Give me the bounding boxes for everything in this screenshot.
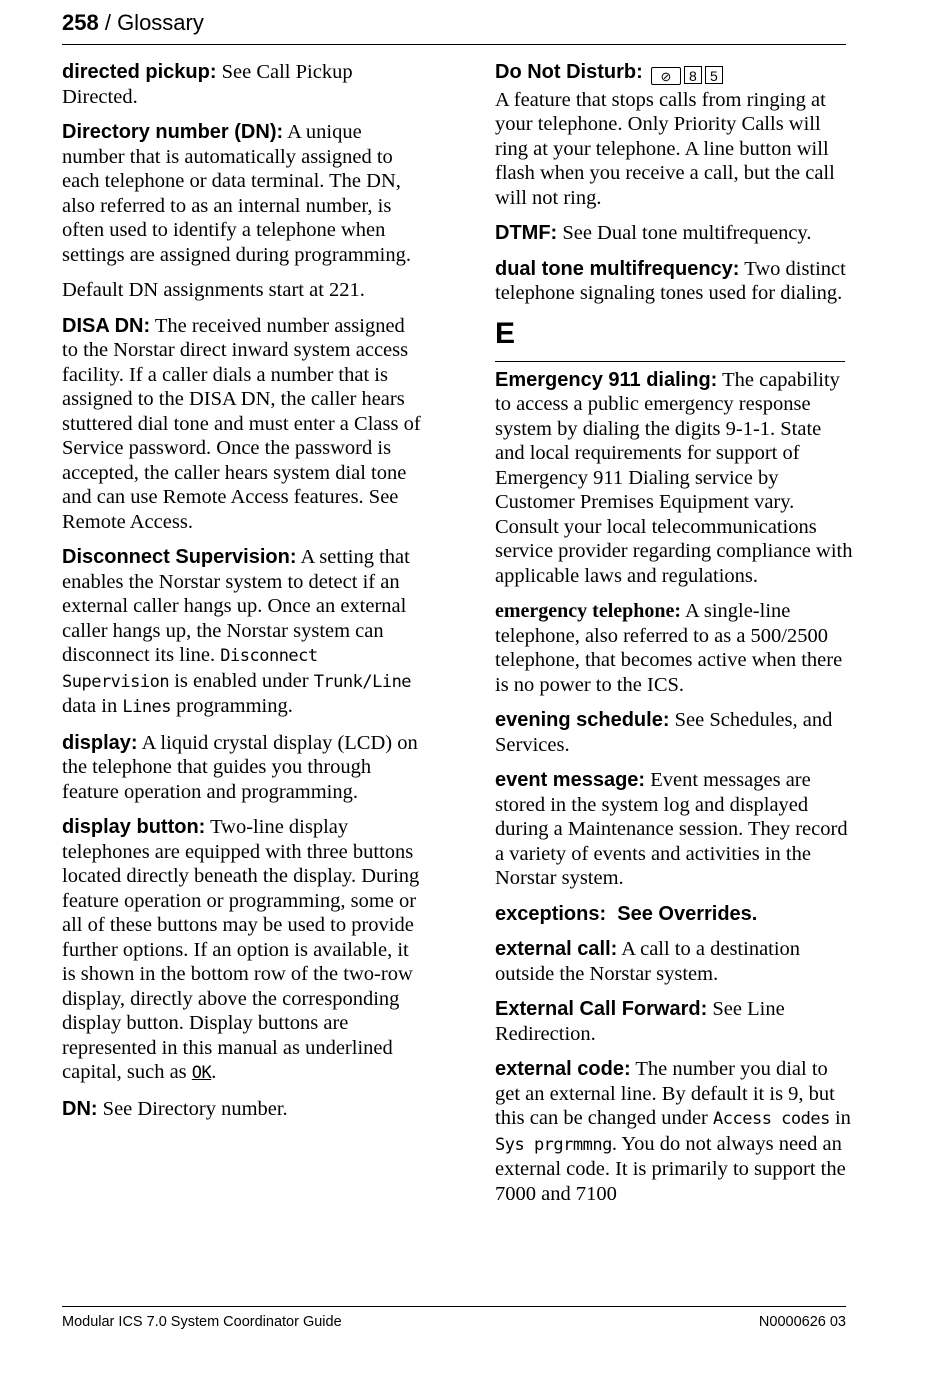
entry-directed-pickup — [62, 60, 422, 109]
definition: A setting that enables the Norstar system to detect if an external caller hangs up. Once an external caller hangs up, the Norstar system can disconnect its line. — [62, 546, 410, 666]
feature-key-icon: ⊘ — [651, 67, 681, 85]
term: External Call Forward: — [495, 998, 708, 1020]
entry-external-call-forward — [495, 997, 853, 1046]
term: DN: — [62, 1097, 98, 1120]
definition: The number you dial to get an external line. By default it is 9, but this can be changed under — [495, 1058, 835, 1129]
term: Directory number (DN): — [62, 121, 284, 143]
entry-evening-schedule — [495, 708, 853, 757]
definition: programming. — [171, 695, 293, 717]
lcd-text: Lines — [122, 697, 172, 717]
entry-exceptions — [495, 902, 853, 927]
section-rule — [495, 361, 845, 362]
digit-key: 8 — [684, 66, 702, 84]
definition: See Schedules, and Services. — [495, 709, 833, 756]
entry-disconnect-supervision — [62, 545, 422, 720]
digit-key: 5 — [705, 66, 723, 84]
section-letter: E — [495, 316, 516, 350]
header-rule — [62, 44, 846, 45]
definition-note: Default DN assignments start at 221. — [62, 279, 365, 301]
definition: The received number assigned to the Norstar direct inward system access facility. If a caller dials a number that is assigned to the DISA DN, the caller hears stuttered dial tone and must enter a Class of Service password. Once the password is accepted, the caller hears system dial tone and can use Remote Access features. See Remote Access. — [62, 314, 421, 533]
term: external call: — [495, 938, 618, 960]
definition: data in — [62, 695, 123, 717]
definition: A single-line telephone, also referred to as a 500/2500 telephone, that becomes active when there is no power to the ICS. — [495, 600, 843, 696]
definition: A liquid crystal display (LCD) on the telephone that guides you through feature operation and programming. — [62, 731, 418, 803]
key-sequence — [648, 63, 723, 88]
lcd-text: Trunk/Line — [313, 671, 412, 692]
lcd-text: Disconnect Supervision — [62, 646, 318, 692]
page-footer — [62, 1312, 846, 1334]
term: external code: — [495, 1058, 631, 1080]
definition: A call to a destination outside the Norstar system. — [495, 938, 801, 985]
term: Emergency 911 dialing: — [495, 368, 718, 391]
entry-dtmf — [495, 221, 853, 246]
definition: . You do not always need an external code. It is primarily to support the 7000 and 7100 — [495, 1132, 846, 1205]
footer-title: Modular ICS 7.0 System Coordinator Guide — [62, 1314, 342, 1330]
term: emergency telephone: — [495, 600, 682, 622]
term: display button: — [62, 816, 206, 838]
term: Do Not Disturb: — [495, 61, 643, 83]
left-column — [62, 60, 422, 1132]
definition: . — [211, 1061, 217, 1083]
section-title: Glossary — [117, 10, 204, 35]
entry-dn — [62, 1097, 422, 1122]
page-number: 258 — [62, 10, 99, 35]
entry-event-message — [495, 768, 853, 891]
definition: See Call Pickup Directed. — [62, 61, 353, 108]
page-header — [62, 8, 846, 44]
term: Disconnect Supervision: — [62, 546, 297, 568]
term: DTMF: — [495, 222, 558, 244]
entry-directory-number — [62, 120, 422, 303]
term: dual tone multifrequency: — [495, 257, 740, 280]
footer-rule — [62, 1306, 846, 1307]
definition: in — [829, 1107, 851, 1129]
entry-external-code — [495, 1057, 853, 1206]
entry-external-call — [495, 937, 853, 986]
entry-display-button — [62, 815, 422, 1086]
header-separator: / — [98, 10, 118, 35]
term: directed pickup: — [62, 61, 217, 83]
definition: The capability to access a public emergency response system by dialing the digits 9-1-1. State and local requirements for support of Emergency 911 Dialing service by Customer Premises Equipment vary. Consult your local telecommunications service provider regarding compliance with applicable laws and regulations. — [495, 368, 853, 587]
definition: is enabled under — [169, 669, 314, 692]
definition: See Dual tone multifrequency. — [557, 222, 812, 244]
definition: See Directory number. — [97, 1097, 288, 1120]
term: display: — [62, 731, 138, 754]
right-column — [495, 60, 853, 1217]
entry-disa-dn — [62, 314, 422, 535]
term: evening schedule: — [495, 709, 670, 731]
lcd-text: Sys prgrmmng — [495, 1134, 612, 1155]
entry-dual-tone — [495, 257, 853, 306]
definition: Two-line display telephones are equipped with three buttons located directly beneath the display. During feature operation or programming, some or all of these buttons may be used to provide further options. If an option is available, it is shown in the bottom row of the two-row display, directly above the corresponding display button. Display buttons are represented in this manual as underlined capital, such as — [62, 816, 420, 1083]
footer-doc-number: N0000626 03 — [758, 1314, 846, 1330]
definition: A unique number that is automatically assigned to each telephone or data terminal. The DN, also referred to as an internal number, is often used to identify a telephone when settings are assigned during programming. — [62, 121, 412, 266]
entry-do-not-disturb — [495, 60, 853, 210]
lcd-text: Access codes — [713, 1109, 830, 1129]
definition: A feature that stops calls from ringing at your telephone. Only Priority Calls will ring at your telephone. A line button will flash when you receive a call, but the call will not ring. — [495, 88, 835, 209]
entry-display — [62, 731, 422, 805]
term: event message: — [495, 769, 646, 791]
definition: Event messages are stored in the system log and displayed during a Maintenance session. They record a variety of events and activities in the Norstar system. — [495, 769, 848, 889]
lcd-text: OK — [191, 1063, 212, 1083]
term: exceptions: See Overrides. — [495, 902, 758, 925]
definition: See Line Redirection. — [495, 998, 785, 1045]
term: DISA DN: — [62, 314, 151, 337]
entry-emergency-telephone — [495, 599, 853, 697]
definition: Two distinct telephone signaling tones used for dialing. — [495, 257, 846, 304]
entry-emergency-911 — [495, 368, 853, 589]
